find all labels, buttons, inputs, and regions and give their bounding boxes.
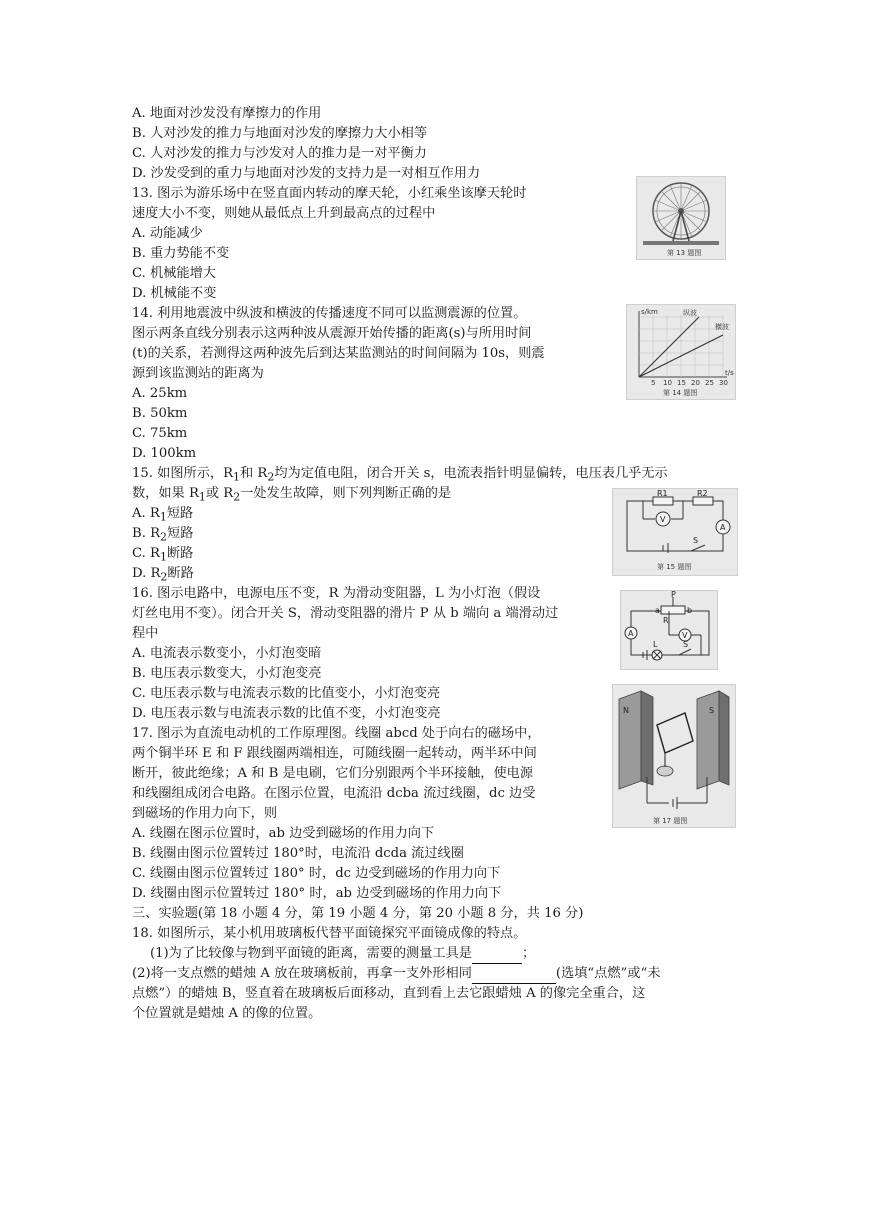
q14-fig-ylabel: s/km bbox=[641, 308, 658, 316]
q17-fig-north: N bbox=[623, 706, 629, 715]
q15-fig-ammeter: A bbox=[720, 523, 726, 532]
q17-figure-caption: 第 17 题图 bbox=[653, 817, 688, 825]
q16-fig-lamp: L bbox=[653, 640, 658, 649]
q17-stem-line3: 断开，彼此绝缘；A 和 B 是电刷，它们分别跟两个半环接触，使电源 bbox=[132, 766, 534, 781]
q13-option-d: D. 机械能不变 bbox=[132, 286, 217, 301]
q17-stem-line1: 17. 图示为直流电动机的工作原理图。线圈 abcd 处于向右的磁场中， bbox=[132, 726, 541, 741]
q14-option-d: D. 100km bbox=[132, 446, 197, 461]
q14-stem-line3: (t)的关系，若测得这两种波先后到达某监测站的时间间隔为 10s，则震 bbox=[132, 346, 545, 361]
q16-option-c: C. 电压表示数与电流表示数的比值变小，小灯泡变亮 bbox=[132, 686, 441, 701]
q18-part1-end: ； bbox=[522, 946, 536, 961]
q15-sub: 2 bbox=[233, 490, 241, 504]
q14-stem-line1: 14. 利用地震波中纵波和横波的传播速度不同可以监测震源的位置。 bbox=[132, 306, 527, 321]
q16-fig-b-end: b bbox=[687, 606, 693, 615]
q15-sub: 1 bbox=[233, 470, 241, 484]
q16-option-d: D. 电压表示数与电流表示数的比值不变，小灯泡变亮 bbox=[132, 706, 441, 721]
q15-sub: 2 bbox=[160, 530, 168, 544]
q16-option-a: A. 电流表示数变小，小灯泡变暗 bbox=[132, 646, 322, 661]
q15-fig-switch: S bbox=[693, 536, 699, 545]
q14-option-b: B. 50km bbox=[132, 406, 188, 421]
q14-tick: 30 bbox=[719, 379, 728, 387]
q16-stem-line1: 16. 图示电路中，电源电压不变，R 为滑动变阻器，L 为小灯泡（假设 bbox=[132, 586, 541, 601]
q14-fig-xlabel: t/s bbox=[725, 369, 734, 377]
q18-part2-line2: 点燃”）的蜡烛 B，竖直着在玻璃板后面移动，直到看上去它跟蜡烛 A 的像完全重合，这 bbox=[132, 986, 646, 1001]
q16-stem-line3: 程中 bbox=[132, 626, 159, 641]
q14-tick: 20 bbox=[691, 379, 700, 387]
q15-sub: 2 bbox=[160, 570, 168, 584]
q17-stem-line4: 和线圈组成闭合电路。在图示位置，电流沿 dcba 流过线圈，dc 边受 bbox=[132, 786, 536, 801]
q14-figure-caption: 第 14 题图 bbox=[663, 389, 698, 397]
q16-fig-voltmeter: V bbox=[682, 631, 688, 640]
q15-sub: 1 bbox=[159, 510, 167, 524]
q13-option-c: C. 机械能增大 bbox=[132, 266, 216, 281]
q13-option-a: A. 动能减少 bbox=[132, 226, 203, 241]
q15-text: 数，如果 R bbox=[132, 486, 199, 501]
q13-figure-caption: 第 13 题图 bbox=[667, 249, 702, 257]
q13-stem-line2: 速度大小不变，则她从最低点上升到最高点的过程中 bbox=[132, 206, 436, 221]
q12-option-d: D. 沙发受到的重力与地面对沙发的支持力是一对相互作用力 bbox=[132, 166, 481, 181]
q15-sub: 2 bbox=[267, 470, 275, 484]
q16-fig-p: P bbox=[671, 591, 676, 599]
q15-fig-r1: R1 bbox=[657, 489, 668, 498]
q13-option-b: B. 重力势能不变 bbox=[132, 246, 230, 261]
q17-figure-motor bbox=[612, 684, 736, 828]
q15-text: 或 R bbox=[205, 486, 234, 501]
q15-text: 断路 bbox=[167, 566, 194, 581]
q17-fig-south: S bbox=[709, 706, 715, 715]
q18-part1-text: (1)为了比较像与物到平面镜的距离，需要的测量工具是 bbox=[150, 946, 472, 961]
q16-option-b: B. 电压表示数变大，小灯泡变亮 bbox=[132, 666, 322, 681]
q14-stem-line2: 图示两条直线分别表示这两种波从震源开始传播的距离(s)与所用时间 bbox=[132, 326, 532, 341]
q18-part2-line3: 个位置就是蜡烛 A 的像的位置。 bbox=[132, 1006, 322, 1021]
q12-option-b: B. 人对沙发的推力与地面对沙发的摩擦力大小相等 bbox=[132, 126, 428, 141]
q15-fig-r2: R2 bbox=[697, 489, 708, 498]
q15-fig-voltmeter: V bbox=[660, 515, 666, 524]
q14-tick: 10 bbox=[663, 379, 672, 387]
q15-text: 短路 bbox=[166, 506, 194, 521]
q16-fig-switch: S bbox=[683, 640, 689, 649]
q12-option-a: A. 地面对沙发没有摩擦力的作用 bbox=[132, 106, 322, 121]
q15-text: D. R bbox=[132, 566, 161, 581]
q15-sub: 1 bbox=[198, 490, 206, 504]
q15-figure-circuit bbox=[612, 488, 738, 576]
q15-text: 短路 bbox=[167, 526, 194, 541]
q13-figure-ferris-wheel bbox=[636, 176, 726, 260]
q14-option-a: A. 25km bbox=[132, 386, 188, 401]
q15-text: 15. 如图所示，R bbox=[132, 466, 234, 481]
q17-option-b: B. 线圈由图示位置转过 180°时，电流沿 dcda 流过线圈 bbox=[132, 846, 464, 861]
q18-answer-blank-2[interactable] bbox=[472, 968, 556, 984]
q15-text: 和 R bbox=[240, 466, 268, 481]
q15-text: 均为定值电阻，闭合开关 s，电流表指针明显偏转，电压表几乎无示 bbox=[274, 466, 668, 481]
q16-figure-circuit bbox=[620, 590, 718, 670]
q18-part2-choice: (选填“点燃”或“未 bbox=[555, 966, 661, 981]
q16-fig-a-end: a bbox=[655, 606, 660, 615]
q15-text: C. R bbox=[132, 546, 160, 561]
q17-stem-line5: 到磁场的作用力向下，则 bbox=[132, 806, 278, 821]
q15-text: B. R bbox=[132, 526, 161, 541]
q14-line-longitudinal bbox=[639, 317, 699, 377]
q16-stem-line2: 灯丝电用不变）。闭合开关 S，滑动变阻器的滑片 P 从 b 端向 a 端滑动过 bbox=[132, 606, 559, 621]
q16-fig-r: R bbox=[663, 616, 669, 625]
q17-option-a: A. 线圈在图示位置时，ab 边受到磁场的作用力向下 bbox=[132, 826, 435, 841]
q15-text: A. R bbox=[132, 506, 160, 521]
q14-tick: 25 bbox=[705, 379, 714, 387]
q18-part2-text: (2)将一支点燃的蜡烛 A 放在玻璃板前，再拿一支外形相同 bbox=[132, 966, 472, 981]
q18-stem: 18. 如图所示，某小机用玻璃板代替平面镜探究平面镜成像的特点。 bbox=[132, 926, 527, 941]
q17-option-d: D. 线圈由图示位置转过 180° 时，ab 边受到磁场的作用力向下 bbox=[132, 886, 502, 901]
q17-stem-line2: 两个铜半环 E 和 F 跟线圈两端相连，可随线圈一起转动，两半环中间 bbox=[132, 746, 537, 761]
q14-tick: 15 bbox=[677, 379, 686, 387]
q15-text: 一处发生故障，则下列判断正确的是 bbox=[240, 486, 452, 501]
q18-part2 bbox=[132, 964, 660, 984]
q14-fig-wave1: 纵波 bbox=[683, 309, 697, 317]
q18-answer-blank-1[interactable] bbox=[472, 948, 522, 964]
q14-option-c: C. 75km bbox=[132, 426, 188, 441]
q14-fig-wave2: 横波 bbox=[715, 323, 729, 331]
q12-option-c: C. 人对沙发的推力与沙发对人的推力是一对平衡力 bbox=[132, 146, 427, 161]
q14-stem-line4: 源到该监测站的距离为 bbox=[132, 366, 264, 381]
q17-option-c: C. 线圈由图示位置转过 180° 时，dc 边受到磁场的作用力向下 bbox=[132, 866, 501, 881]
q13-stem-line1: 13. 图示为游乐场中在竖直面内转动的摩天轮，小红乘坐该摩天轮时 bbox=[132, 186, 527, 201]
q16-fig-ammeter: A bbox=[628, 629, 634, 638]
section-3-title: 三、实验题(第 18 小题 4 分，第 19 小题 4 分，第 20 小题 8 分，共 16 分) bbox=[132, 906, 584, 921]
q14-figure-graph bbox=[626, 304, 736, 400]
q15-figure-caption: 第 15 题图 bbox=[657, 563, 692, 571]
q18-part1 bbox=[150, 944, 535, 964]
q15-sub: 1 bbox=[159, 550, 167, 564]
q14-tick: 5 bbox=[651, 379, 656, 387]
q15-text: 断路 bbox=[166, 546, 194, 561]
